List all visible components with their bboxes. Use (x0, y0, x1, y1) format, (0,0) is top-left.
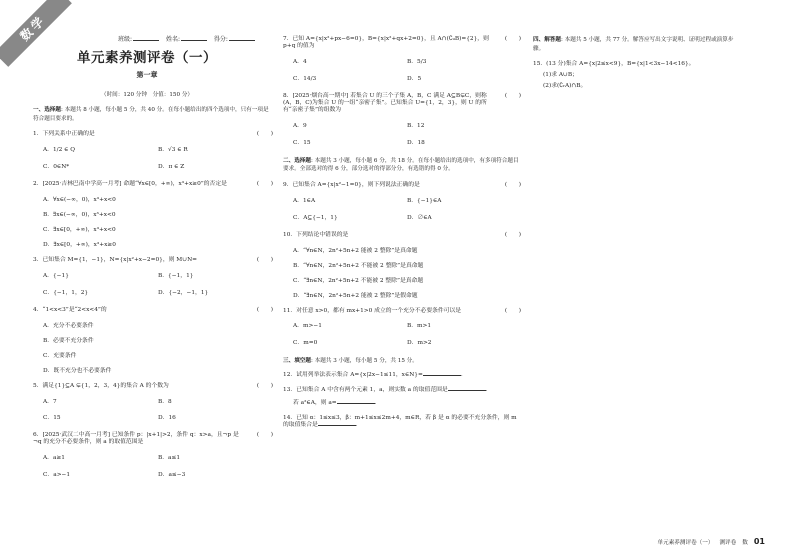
q5-option-b: B．8 (158, 398, 172, 405)
column-middle (283, 36, 521, 429)
name-label: 姓名: (165, 36, 180, 43)
q6-option-b: B．a≤1 (158, 455, 181, 462)
q7-option-a: A．4 (293, 58, 307, 65)
q9-option-c: C．A⊆{−1，1} (293, 214, 338, 221)
question-15: 15．(13 分)集合 A={x|2≤x<9}，B={x|1<3x−14<16}。 (1)求 A∪B； (2)求(∁ᵣA)∩B。 (533, 61, 743, 90)
score-label: 得分: (213, 36, 228, 43)
score-blank (229, 40, 255, 41)
q15-part-2: (2)求(∁ᵣA)∩B。 (543, 83, 587, 90)
q14-answer-blank[interactable] (318, 425, 356, 426)
question-14: 14．已知 α：1≤x≤3，β：m+1≤x≤2m+4，m∈R，若 β 是 α 的必要不充分条件，则 m 的取值集合是 . (283, 414, 517, 428)
q10-option-b: B．“∀n∈N，2n²+5n+2 不能被 2 整除”是真命题 (293, 262, 424, 269)
footer-label: 单元素养测评卷（一） (657, 539, 714, 546)
subject-ribbon: 数学 (0, 0, 72, 67)
exam-title: 单元素养测评卷（一） (77, 50, 217, 66)
q11-option-a: A．m>−1 (293, 323, 322, 330)
q11-option-d: D．m>2 (407, 340, 432, 347)
student-info (118, 34, 260, 43)
name-blank (181, 40, 207, 41)
section-1-header: 一、选择题: 本题共 8 小题，每小题 5 分，共 40 分。在每小题给出的四个选项中，只有一项是符合题目要求的。 (33, 107, 269, 122)
q9-option-a: A．1∈A (293, 197, 316, 204)
column-left (33, 106, 273, 489)
footer-kind: 测评卷 (719, 539, 737, 546)
q11-option-c: C．m=0 (293, 340, 318, 347)
q6-option-a: A．a≥1 (43, 455, 65, 462)
question-8: 8．[2025·烟台高一期中] 若集合 U 的三个子集 A，B，C 满足 A⊆B⊊C，则称(A，B，C)为集合 U 的一组“亲密子集”。已知集合 U={1，2，3}，则 U 的所有“亲密子集”的组数为 ( ) A．9 B．12 C．15 D．18 (283, 92, 521, 146)
column-right (533, 36, 743, 90)
section-4-header: 四、解答题: 本题共 5 小题，共 77 分。解答应写出文字说明、证明过程或演算步骤。 (533, 37, 734, 52)
q3-option-c: C．{−1，1，2} (43, 289, 89, 296)
q7-option-b: B．5/3 (407, 58, 427, 65)
section-2-header: 二、选择题: 本题共 3 小题，每小题 6 分，共 18 分。在每小题给出的选项中，有多项符合题目要求。全部选对的得 6 分，部分选对的得部分分，有选错的得 0 分。 (283, 157, 519, 173)
q10-option-a: A．“∀n∈N，2n²+5n+2 能被 2 整除”是真命题 (293, 247, 418, 254)
question-10: 10．下列结论中错误的是 ( ) A．“∀n∈N，2n²+5n+2 能被 2 整除”是真命题 B．“∀n∈N，2n²+5n+2 不能被 2 整除”是真命题 C．“∃n∈N，2n²+5n+2 不能被 2 整除”是真命题 D．“∃n∈N，2n²+5n+2 能被 2 整除”是假命题 (283, 231, 521, 299)
q7-option-c: C．14/3 (293, 75, 317, 82)
q1-option-b: B．√3 ∈ R (158, 147, 188, 154)
class-blank (133, 40, 159, 41)
q13-answer-blank-1[interactable] (448, 390, 486, 391)
question-2: 2．[2025·吉林巴南中学高一月考] 命题“∀x∈[0，+∞)，x³+x≥0”的否定是 ( ) A．∀x∈(−∞，0)，x³+x<0 B．∃x∈(−∞，0)，x³+x<0 C．∃x∈[0，+∞)，x³+x<0 D．∃x∈[0，+∞)，x³+x≥0 (33, 181, 273, 248)
q8-option-a: A．9 (293, 122, 307, 129)
q10-option-d: D．“∃n∈N，2n²+5n+2 能被 2 整除”是假命题 (293, 292, 418, 299)
chapter-title: 第一章 (136, 71, 158, 79)
q6-option-c: C．a>−1 (43, 472, 71, 479)
q9-option-b: B．{−1}∈A (407, 197, 442, 204)
question-12: 12．试用列举法表示集合 A={x|2x−1≤11，x∈N}= . (283, 372, 463, 379)
question-13: 13．已知集合 A 中含有两个元素 1，a，则实数 a 的取值范围是 . 若 a²∈A，则 a= . (283, 386, 488, 406)
q12-answer-blank[interactable] (423, 375, 461, 376)
q1-option-d: D．π ∈ Z (158, 164, 185, 171)
q1-option-c: C．0∈N* (43, 164, 70, 171)
page-footer (658, 537, 766, 546)
q2-option-d: D．∃x∈[0，+∞)，x³+x≥0 (43, 241, 116, 248)
q5-option-d: D．16 (158, 415, 176, 422)
section-3-header: 三、填空题: 本题共 3 小题，每小题 5 分，共 15 分。 (283, 358, 418, 365)
time-info: （时间：120 分钟 分值：150 分） (100, 92, 194, 98)
question-3: 3．已知集合 M={1，−1}，N={x|x²+x−2=0}，则 M∪N= ( ) A．{−1} B．{−1，1} C．{−1，1，2} D．{−2，−1，1} (33, 256, 273, 296)
question-9: 9．已知集合 A={x|x²−1=0}，则下列说法正确的是 ( ) A．1∈A B．{−1}∈A C．A⊆{−1，1} D．∅∈A (283, 181, 521, 221)
q3-option-a: A．{−1} (43, 272, 69, 279)
q9-option-d: D．∅∈A (407, 214, 432, 221)
q4-option-b: B．必要不充分条件 (43, 337, 94, 344)
q2-option-a: A．∀x∈(−∞，0)，x³+x<0 (43, 197, 116, 204)
q1-option-a: A．1/2 ∈ Q (43, 147, 76, 154)
q8-option-c: C．15 (293, 139, 311, 146)
q8-option-b: B．12 (407, 122, 425, 129)
q3-option-d: D．{−2，−1，1} (158, 289, 209, 296)
question-5: 5．满足{1}⊆A ⊊{1，2，3，4}的集合 A 的个数为 ( ) A．7 B．8 C．15 D．16 (33, 382, 273, 422)
q4-option-a: A．充分不必要条件 (43, 322, 94, 329)
page-number: 01 (753, 537, 765, 546)
class-label: 班级: (118, 36, 133, 43)
q8-option-d: D．18 (407, 139, 425, 146)
q4-option-c: C．充要条件 (43, 352, 77, 359)
q10-option-c: C．“∃n∈N，2n²+5n+2 不能被 2 整除”是真命题 (293, 277, 424, 284)
q15-part-1: (1)求 A∪B； (543, 72, 578, 79)
question-1: 1．下列关系中正确的是 ( ) A．1/2 ∈ Q B．√3 ∈ R C．0∈N* D．π ∈ Z (33, 131, 273, 171)
q3-option-b: B．{−1，1} (158, 272, 194, 279)
question-6: 6．[2025·武汉二中高一月考] 已知条件 p：|x+1|>2，条件 q：x>a，且¬p 是¬q 的充分不必要条件，则 a 的取值范围是 ( ) A．a≥1 B．a≤1 C．a>−1 D．a≤−3 (33, 432, 273, 479)
q2-option-c: C．∃x∈[0，+∞)，x³+x<0 (43, 227, 116, 234)
q11-option-b: B．m>1 (407, 323, 432, 330)
q5-option-a: A．7 (43, 398, 57, 405)
question-11: 11．对任意 x>0，都有 mx+1>0 成立的一个充分不必要条件可以是 ( ) A．m>−1 B．m>1 C．m=0 D．m>2 (283, 307, 521, 347)
q6-option-d: D．a≤−3 (158, 472, 186, 479)
question-7: 7．已知 A={x|x²+px−6=0}，B={x|x²+qx+2=0}，且 A∩(∁ᵤB)={2}，则 p+q 的值为 ( ) A．4 B．5/3 C．14/3 D．5 (283, 36, 521, 82)
q2-option-b: B．∃x∈(−∞，0)，x³+x<0 (43, 212, 116, 219)
q4-option-d: D．既不充分也不必要条件 (43, 367, 112, 374)
question-4: 4．“1<x<3”是“2<x<4”的 ( ) A．充分不必要条件 B．必要不充分条件 C．充要条件 D．既不充分也不必要条件 (33, 306, 273, 374)
footer-subject: 数 (742, 539, 748, 546)
q13-answer-blank-2[interactable] (337, 403, 375, 404)
q5-option-c: C．15 (43, 415, 61, 422)
q7-option-d: D．5 (407, 75, 422, 82)
